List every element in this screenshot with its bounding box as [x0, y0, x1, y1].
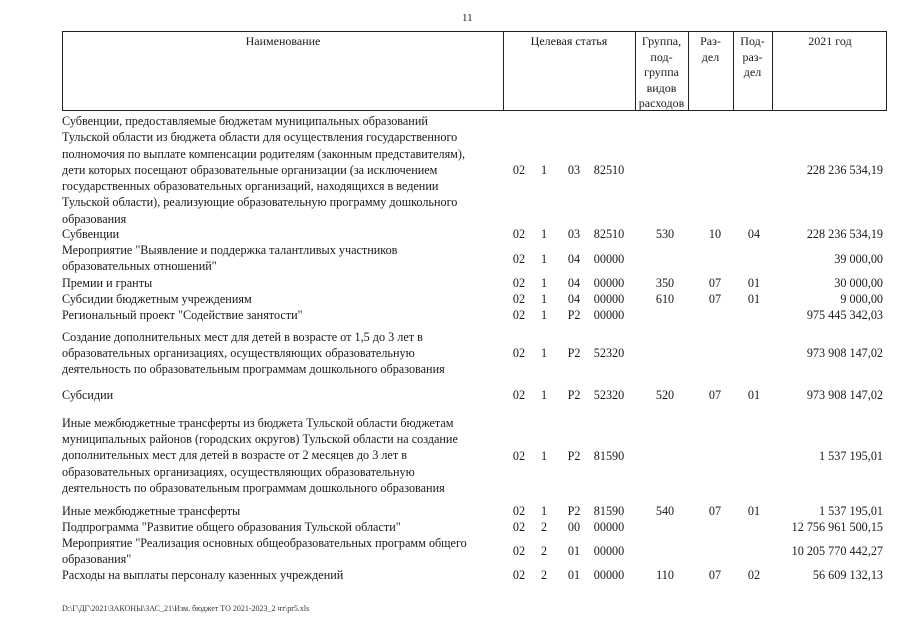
row-name: Субсидии бюджетным учреждениям: [62, 291, 252, 306]
cell-c1: 02: [512, 276, 526, 290]
cell-c2: 1: [540, 251, 548, 266]
cell-c3: P2: [567, 504, 581, 518]
cell-c1: 02: [512, 388, 526, 402]
cell-c2: 1: [540, 163, 548, 177]
cell-c3: 04: [567, 276, 581, 290]
cell-section: 07: [708, 504, 722, 518]
cell-c2: 1: [540, 276, 548, 290]
row-name: Подпрограмма "Развитие общего образования Тульской области": [62, 519, 401, 534]
header-target: Целевая статья: [530, 34, 608, 48]
row-name: Мероприятие "Реализация основных общеобразовательных программ общего образования": [62, 535, 467, 566]
cell-c4: 52320: [593, 388, 625, 402]
page-number: 11: [462, 12, 473, 24]
cell-c3: 03: [567, 163, 581, 177]
row-name: Мероприятие "Выявление и поддержка талантливых участников образовательных отношений": [62, 243, 398, 274]
cell-subsection: 02: [747, 568, 761, 582]
cell-c2: 2: [540, 520, 548, 534]
cell-c1: 02: [512, 504, 526, 518]
cell-c4: 00000: [593, 292, 625, 306]
cell-c1: 02: [512, 163, 526, 177]
cell-c4: 00000: [593, 276, 625, 290]
cell-c2: 1: [540, 308, 548, 322]
cell-c3: P2: [567, 308, 581, 322]
row-name: Субвенции: [62, 226, 120, 241]
cell-c1: 02: [512, 346, 526, 360]
table-header: [62, 31, 887, 111]
cell-c2: 1: [540, 292, 548, 306]
cell-c3: P2: [567, 448, 581, 463]
cell-c4: 81590: [593, 504, 625, 518]
row-name: Субвенции, предоставляемые бюджетам муниципальных образований Тульской области из бюджета области для осуществления государственного полномочия по выплате компенсации родителям (законным представителям), дети которых посещают образовательные организации (за исключением государственных образовательных организаций, находящихся в ведении Тульской области), реализующие образовательную программу дошкольного образования: [62, 113, 465, 226]
cell-c1: 02: [512, 308, 526, 322]
cell-c2: 1: [540, 346, 548, 360]
cell-section: 10: [708, 227, 722, 241]
cell-c1: 02: [512, 520, 526, 534]
cell-c1: 02: [512, 568, 526, 582]
cell-subsection: 01: [747, 504, 761, 518]
cell-c4: 00000: [593, 568, 625, 582]
cell-c4: 00000: [593, 544, 625, 558]
cell-c3: 01: [567, 568, 581, 582]
cell-c2: 2: [540, 568, 548, 582]
cell-amount: 975 445 342,03: [806, 308, 883, 322]
cell-c4: 82510: [593, 227, 625, 241]
cell-c3: 01: [567, 544, 581, 558]
cell-group: 540: [655, 504, 675, 518]
cell-c4: 00000: [593, 251, 625, 266]
cell-c3: P2: [567, 388, 581, 402]
cell-amount: 56 609 132,13: [812, 568, 883, 582]
cell-amount: 12 756 961 500,15: [791, 520, 883, 534]
row-name: Иные межбюджетные трансферты: [62, 503, 241, 518]
cell-c1: 02: [512, 448, 526, 463]
cell-amount: 39 000,00: [834, 251, 883, 266]
cell-section: 07: [708, 568, 722, 582]
cell-c4: 82510: [593, 163, 625, 177]
header-name: Наименование: [245, 34, 321, 48]
cell-amount: 9 000,00: [840, 292, 883, 306]
row-name: Расходы на выплаты персоналу казенных учреждений: [62, 567, 344, 582]
row-name: Субсидии: [62, 387, 114, 402]
cell-group: 520: [655, 388, 675, 402]
cell-c2: 1: [540, 448, 548, 463]
cell-c4: 00000: [593, 520, 625, 534]
row-name: Иные межбюджетные трансферты из бюджета Тульской области бюджетам муниципальных районов (городских округов) Тульской области на создание дополнительных мест для детей в возрасте от 2 месяцев до 3 лет в образовательных организациях, осуществляющих образовательную деятельность по образовательным программам дошкольного образования: [62, 415, 458, 495]
cell-subsection: 01: [747, 388, 761, 402]
cell-group: 350: [655, 276, 675, 290]
cell-amount: 973 908 147,02: [806, 388, 883, 402]
cell-c1: 02: [512, 544, 526, 558]
cell-c1: 02: [512, 227, 526, 241]
cell-c4: 81590: [593, 448, 625, 463]
cell-amount: 228 236 534,19: [806, 163, 883, 177]
cell-c3: 04: [567, 251, 581, 266]
cell-subsection: 04: [747, 227, 761, 241]
cell-c2: 2: [540, 544, 548, 558]
cell-c3: 04: [567, 292, 581, 306]
cell-section: 07: [708, 276, 722, 290]
cell-c2: 1: [540, 388, 548, 402]
cell-c3: 03: [567, 227, 581, 241]
cell-c3: P2: [567, 346, 581, 360]
cell-c2: 1: [540, 227, 548, 241]
cell-c4: 52320: [593, 346, 625, 360]
cell-subsection: 01: [747, 292, 761, 306]
cell-amount: 228 236 534,19: [806, 227, 883, 241]
header-subsection: Под- раз- дел: [740, 34, 765, 79]
cell-amount: 973 908 147,02: [806, 346, 883, 360]
header-group: Группа, под- группа видов расходов: [638, 34, 685, 110]
cell-amount: 30 000,00: [834, 276, 883, 290]
cell-c1: 02: [512, 292, 526, 306]
cell-section: 07: [708, 292, 722, 306]
cell-section: 07: [708, 388, 722, 402]
cell-amount: 10 205 770 442,27: [791, 544, 883, 558]
header-section: Раз- дел: [700, 34, 721, 64]
row-name: Премии и гранты: [62, 275, 153, 290]
cell-group: 530: [655, 227, 675, 241]
cell-amount: 1 537 195,01: [819, 448, 883, 463]
row-name: Создание дополнительных мест для детей в возрасте от 1,5 до 3 лет в образовательных организациях, осуществляющих образовательную деятельность по образовательным программам дошкольного образования: [62, 329, 445, 377]
file-path-footer: D:\Г\ДГ\2021\ЗАКОНЫ\ЗАС_21\Изм. бюджет ТО 2021-2023_2 чт\pr5.xls: [62, 604, 310, 613]
cell-group: 610: [655, 292, 675, 306]
cell-subsection: 01: [747, 276, 761, 290]
cell-amount: 1 537 195,01: [819, 504, 883, 518]
cell-group: 110: [656, 568, 674, 582]
row-name: Региональный проект "Содействие занятости": [62, 307, 303, 322]
cell-c1: 02: [512, 251, 526, 266]
cell-c2: 1: [540, 504, 548, 518]
cell-c3: 00: [567, 520, 581, 534]
cell-c4: 00000: [593, 308, 625, 322]
header-year: 2021 год: [808, 34, 852, 48]
